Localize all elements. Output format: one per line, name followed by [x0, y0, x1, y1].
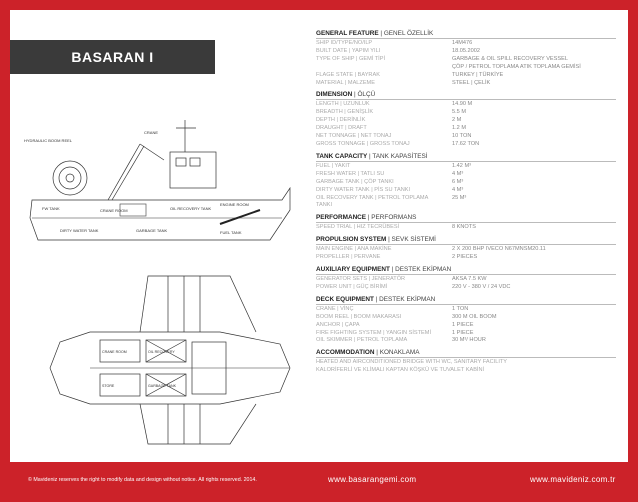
spec-value: 1.42 M³ — [452, 162, 471, 169]
crane-boom — [108, 144, 140, 200]
spec-row — [316, 133, 616, 141]
section-heading — [316, 91, 616, 100]
spec-key: TYPE OF SHIP | GEMİ TİPİ — [316, 55, 386, 62]
spec-key: OIL SKIMMER | PETROL TOPLAMA — [316, 337, 408, 344]
spec-row — [316, 306, 616, 314]
spec-key: SHIP ID/TYPE/NO/ILP — [316, 40, 373, 46]
heading-separator: | — [367, 152, 373, 160]
heading-separator: | — [373, 295, 380, 303]
spec-value: 2 PIECES — [452, 254, 478, 261]
section-heading — [316, 266, 616, 275]
plan-view — [50, 276, 290, 444]
bow-sweep-bottom — [140, 404, 256, 444]
spec-key: BUILT DATE | YAPIM YILI — [316, 47, 381, 54]
spec-key: FUEL | YAKIT — [316, 162, 351, 169]
spec-sheet — [316, 30, 616, 375]
spec-row — [316, 163, 616, 171]
spec-value: 8 KNOTS — [452, 224, 476, 231]
spec-value: 17.62 TON — [452, 140, 480, 147]
label-fw-tank: FW TANK — [42, 206, 60, 211]
section-heading-tr: TANK KAPASİTESİ — [372, 152, 428, 160]
spec-value: TURKEY | TÜRKİYE — [452, 71, 504, 78]
section-heading-tr: SEVK SİSTEMİ — [391, 236, 436, 244]
heading-separator: | — [378, 30, 384, 37]
spec-section — [316, 30, 616, 87]
spec-value: AKSA 7.5 KW — [452, 276, 487, 283]
spec-key: ANCHOR | ÇAPA — [316, 321, 360, 328]
spec-row — [316, 56, 616, 64]
spec-value: 30 M³/ HOUR — [452, 337, 486, 344]
spec-section — [316, 236, 616, 262]
spec-key: MATERIAL | MALZEME — [316, 79, 375, 86]
spec-row — [316, 254, 616, 262]
spec-value: STEEL | ÇELİK — [452, 79, 491, 86]
plan-label-garbage: GARBAGE TANK — [148, 384, 177, 388]
spec-key: FIRE FIGHTING SYSTEM | YANGIN SİSTEMİ — [316, 329, 431, 336]
spec-row — [316, 202, 616, 210]
spec-key: SPEED TRIAL | HIZ TECRÜBESİ — [316, 224, 400, 231]
section-heading — [316, 153, 616, 162]
plan-label-crane-room: CRANE ROOM — [102, 350, 127, 354]
spec-row — [316, 171, 616, 179]
label-crane: CRANE — [144, 130, 159, 135]
spec-row — [316, 64, 616, 72]
spec-value: 1 PIECE — [452, 321, 474, 328]
spec-row — [316, 224, 616, 232]
spec-key: BREADTH | GENİŞLİK — [316, 109, 374, 116]
spec-row — [316, 48, 616, 56]
spec-section — [316, 296, 616, 346]
section-heading-tr: ÖLÇÜ — [357, 91, 376, 99]
heading-separator: | — [366, 214, 372, 222]
spec-row — [316, 125, 616, 133]
spec-key: DEPTH | DERİNLİK — [316, 117, 366, 124]
spec-value — [452, 367, 612, 375]
spec-value: 220 V - 380 V / 24 VDC — [452, 283, 511, 290]
spec-key: POWER UNIT | GÜÇ BİRİMİ — [316, 283, 388, 290]
spec-key: TANKI — [316, 202, 333, 209]
spec-value: 4 M³ — [452, 186, 464, 193]
spec-key: LENGTH | UZUNLUK — [316, 101, 370, 108]
spec-row — [316, 117, 616, 125]
section-heading-en: DECK EQUIPMENT — [316, 295, 374, 303]
section-heading-tr: DESTEK EKİPMAN — [379, 295, 436, 303]
vessel-drawing — [20, 100, 296, 450]
spec-value: 18.05.2002 — [452, 47, 480, 54]
spec-section — [316, 214, 616, 232]
spec-row — [316, 284, 616, 292]
spec-value — [452, 202, 612, 210]
spec-key: PROPELLER | PERVANE — [316, 254, 381, 261]
spec-row — [316, 40, 616, 48]
section-heading-tr: PERFORMANS — [371, 214, 417, 222]
spec-key: HEATED AND AIRCONDITIONED BRIDGE WITH WC, SANITARY FACILITY — [316, 359, 508, 366]
spec-value: 1 PIECE — [452, 329, 474, 336]
section-heading — [316, 30, 616, 39]
plan-label-store: STORE — [102, 384, 115, 388]
spec-value: GARBAGE & OIL SPILL RECOVERY VESSEL — [452, 55, 568, 62]
spec-key: CRANE | VİNÇ — [316, 305, 354, 312]
spec-value: 2 M — [452, 117, 462, 124]
spec-key: GROSS TONNAGE | GROSS TONAJ — [316, 140, 410, 147]
wheelhouse — [170, 152, 216, 188]
section-heading-tr: GENEL ÖZELLİK — [383, 30, 434, 37]
section-heading — [316, 214, 616, 223]
spec-row — [316, 276, 616, 284]
label-oil-recovery: OIL RECOVERY TANK — [170, 206, 212, 211]
spec-key: MAIN ENGINE | ANA MAKİNE — [316, 246, 392, 253]
spec-section — [316, 349, 616, 375]
section-heading-tr: DESTEK EKİPMAN — [395, 266, 452, 274]
spec-row — [316, 187, 616, 195]
spec-row — [316, 179, 616, 187]
section-heading — [316, 236, 616, 245]
spec-value: 10 TON — [452, 133, 472, 140]
plan-label-oil-recovery: OIL RECOVERY — [148, 350, 175, 354]
spec-row — [316, 141, 616, 149]
spec-row — [316, 314, 616, 322]
spec-value: 1 TON — [452, 305, 469, 312]
spec-key: OIL RECOVERY TANK | PETROL TOPLAMA — [316, 194, 429, 201]
label-dirty-water: DIRTY WATER TANK — [60, 228, 99, 233]
spec-row — [316, 72, 616, 80]
spec-section — [316, 91, 616, 148]
spec-key — [316, 64, 452, 72]
spec-row — [316, 330, 616, 338]
footer — [0, 462, 638, 502]
bow-sweep-top — [140, 276, 256, 332]
spec-value: 4 M³ — [452, 170, 464, 177]
spec-row — [316, 195, 616, 203]
spec-value: 1.2 M — [452, 125, 466, 132]
section-heading-en: ACCOMMODATION — [316, 349, 375, 357]
section-heading-tr: KONAKLAMA — [379, 349, 420, 357]
spec-key: FLAGE STATE | BAYRAK — [316, 71, 380, 78]
heading-separator: | — [352, 91, 358, 99]
section-heading-en: PROPULSION SYSTEM — [316, 236, 387, 244]
heading-separator: | — [386, 236, 392, 244]
section-heading — [316, 349, 616, 358]
spec-row — [316, 246, 616, 254]
label-boom-reel: HYDRAULIC BOOM REEL — [24, 138, 73, 143]
spec-section — [316, 153, 616, 210]
section-heading-en: PERFORMANCE — [316, 214, 367, 222]
section-heading-en: GENERAL FEATURE — [316, 30, 379, 37]
spec-row — [316, 322, 616, 330]
spec-row — [316, 80, 616, 88]
spec-key: FRESH WATER | TATLI SU — [316, 170, 385, 177]
spec-row — [316, 337, 616, 345]
copyright-note: © Mavideniz reserves the right to modify data and design without notice. All rights reserved. 2014. — [28, 477, 257, 483]
spec-key: DRAUGHT | DRAFT — [316, 125, 367, 132]
section-heading-en: TANK CAPACITY — [316, 152, 368, 160]
section-heading-en: AUXILIARY EQUIPMENT — [316, 266, 390, 274]
website-link-basaran[interactable]: www.basarangemi.com — [328, 475, 417, 484]
spec-key: GARBAGE TANK | ÇÖP TANKI — [316, 178, 394, 185]
spec-value: 300 M OIL BOOM — [452, 313, 497, 320]
spec-key: NET TONNAGE | NET TONAJ — [316, 133, 392, 140]
spec-section — [316, 266, 616, 292]
label-engine-room: ENGINE ROOM — [220, 202, 249, 207]
spec-row — [316, 367, 616, 375]
title-bar — [10, 40, 215, 74]
spec-key: KALORİFERLİ VE KLİMALI KAPTAN KÖŞKÜ VE TUVALET KABİNİ — [316, 367, 485, 374]
spec-value: 6 M³ — [452, 178, 464, 185]
label-garbage-tank: GARBAGE TANK — [136, 228, 168, 233]
spec-value: 5.5 M — [452, 109, 466, 116]
spec-value: ÇÖP / PETROL TOPLAMA ATIK TOPLAMA GEMİSİ — [452, 63, 581, 70]
vessel-title: BASARAN I — [71, 49, 154, 65]
section-heading — [316, 296, 616, 305]
website-link-mavideniz[interactable]: www.mavideniz.com.tr — [530, 475, 616, 484]
label-fuel-tank: FUEL TANK — [220, 230, 242, 235]
spec-key: BOOM REEL | BOOM MAKARASI — [316, 313, 402, 320]
section-heading-en: DIMENSION — [316, 91, 353, 99]
boom-reel-drum — [53, 161, 87, 195]
spec-value: 14.90 M — [452, 101, 473, 108]
label-crane-room: CRANE ROOM — [100, 208, 128, 213]
spec-value: 14M476 — [452, 40, 473, 46]
heading-separator: | — [374, 349, 380, 357]
skimmer-arm — [220, 210, 260, 224]
spec-key: GENERATOR SETS | JENERATÖR — [316, 276, 406, 283]
spec-key: DIRTY WATER TANK | PİS SU TANKI — [316, 186, 411, 193]
spec-value: 2 X 200 BHP IVECO N67MNSM20.11 — [452, 246, 546, 253]
heading-separator: | — [389, 266, 396, 274]
spec-value: 25 M³ — [452, 194, 467, 201]
